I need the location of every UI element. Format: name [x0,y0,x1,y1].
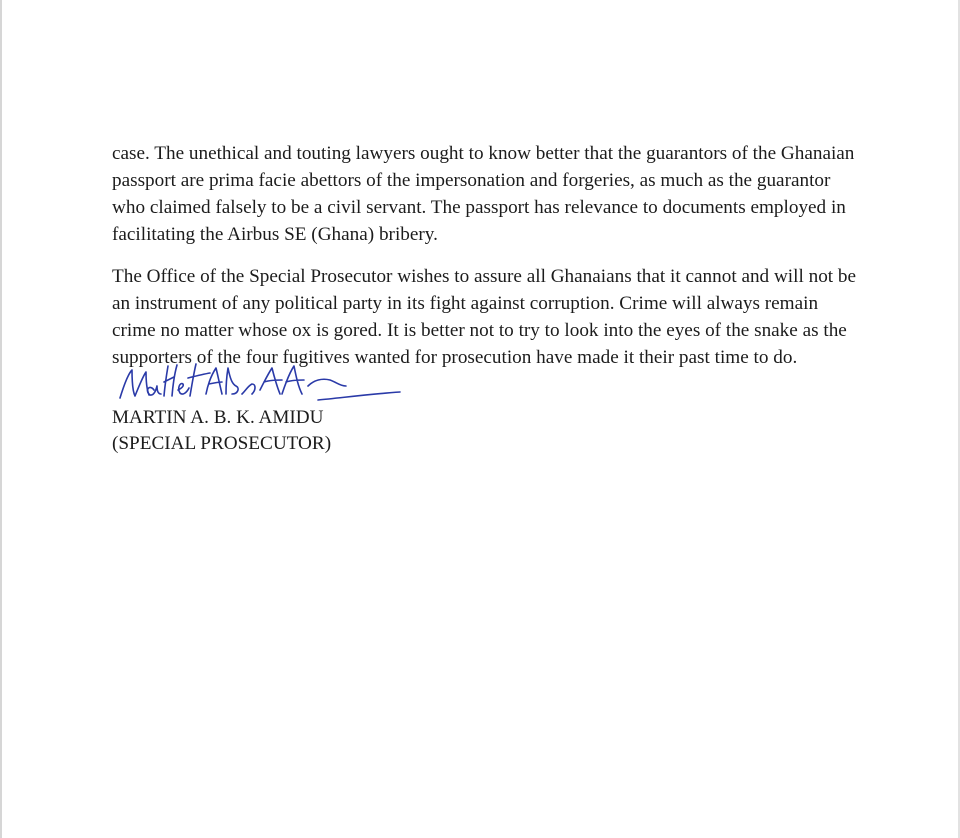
signatory-title: (SPECIAL PROSECUTOR) [112,433,332,454]
paragraph-line: The Office of the Special Prosecutor wishes to assure all Ghanaians that it cannot and will not be [112,266,857,287]
handwritten-signature [110,360,410,440]
paragraph-line: crime no matter whose ox is gored. It is better not to try to look into the eyes of the snake as the [112,320,847,341]
signatory-name: MARTIN A. B. K. AMIDU [112,407,324,428]
paragraph-line: who claimed falsely to be a civil servant. The passport has relevance to documents employed in [112,197,846,218]
paragraph-line: supporters of the four fugitives wanted for prosecution have made it their past time to do. [112,347,798,368]
paragraph-case-guarantors [112,140,912,248]
paragraph-line: passport are prima facie abettors of the impersonation and forgeries, as much as the guarantor [112,170,831,191]
paragraph-line: an instrument of any political party in its fight against corruption. Crime will always remain [112,293,819,314]
paragraph-office-assurance [112,263,912,371]
page-edge-left [0,0,2,838]
paragraph-line: facilitating the Airbus SE (Ghana) bribery. [112,224,438,245]
paragraph-line: case. The unethical and touting lawyers ought to know better that the guarantors of the Ghanaian [112,143,855,164]
